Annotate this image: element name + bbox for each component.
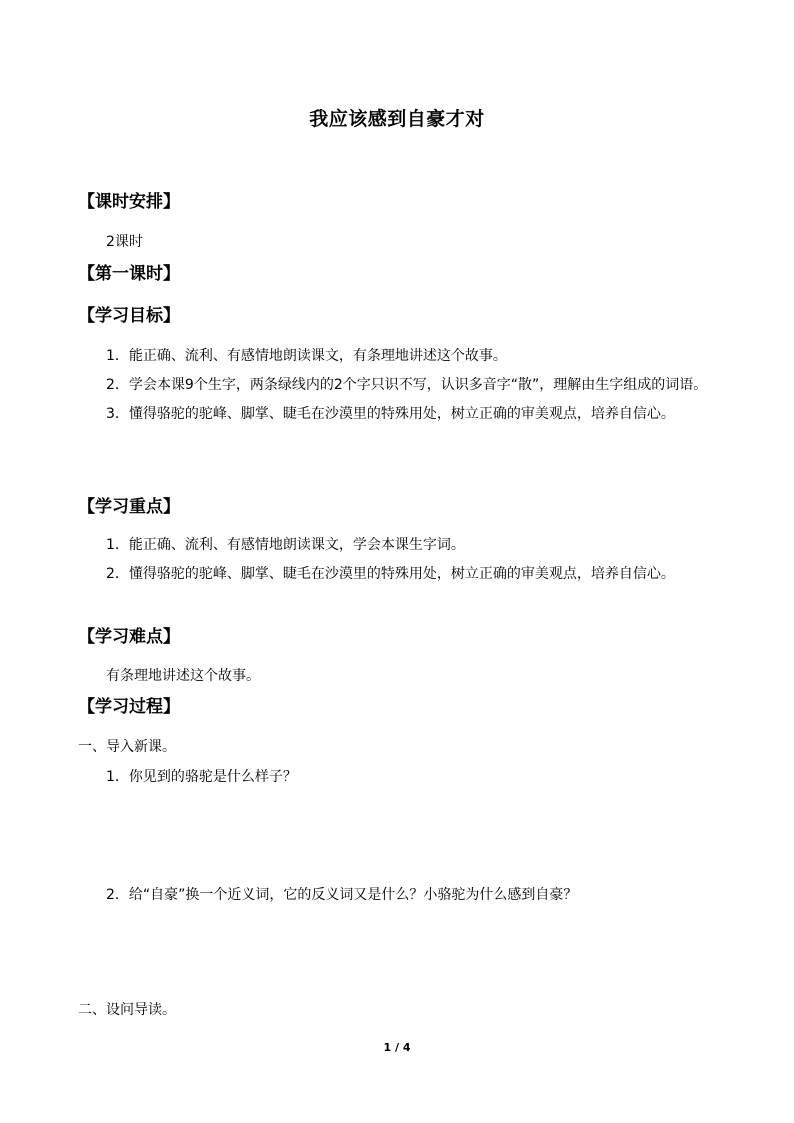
goal-item: 3．懂得骆驼的驼峰、脚掌、睫毛在沙漠里的特殊用处，树立正确的审美观点，培养自信心。 [106,406,675,422]
key-point-item: 2．懂得骆驼的驼峰、脚掌、睫毛在沙漠里的特殊用处，树立正确的审美观点，培养自信心。 [106,566,675,582]
key-point-item: 1．能正确、流利、有感情地朗读课文，学会本课生字词。 [106,537,465,553]
process-heading: 【学习过程】 [78,697,180,717]
goals-heading: 【学习目标】 [78,306,180,326]
document-title: 我应该感到自豪才对 [309,108,485,130]
process-question-2: 2．给“自豪”换一个近义词，它的反义词又是什么？小骆驼为什么感到自豪？ [106,887,578,903]
goal-item: 1．能正确、流利、有感情地朗读课文，有条理地讲述这个故事。 [106,348,507,364]
page-number: 1 / 4 [383,1041,411,1054]
process-question-1: 1．你见到的骆驼是什么样子？ [106,769,297,785]
difficulty-text: 有条理地讲述这个故事。 [106,668,260,684]
process-step-2: 二、设问导读。 [78,1002,176,1018]
key-points-heading: 【学习重点】 [78,497,180,517]
goals-list [78,342,720,429]
schedule-text: 2课时 [106,234,143,250]
difficulty-heading: 【学习难点】 [78,627,180,647]
key-points-list [78,531,720,589]
process-step-1: 一、导入新课。 [78,739,176,755]
first-lesson-heading: 【第一课时】 [78,264,180,284]
schedule-heading: 【课时安排】 [78,192,180,212]
goal-item: 2．学会本课9个生字，两条绿线内的2个字只识不写，认识多音字“散”，理解由生字组成的词语。 [106,377,708,393]
